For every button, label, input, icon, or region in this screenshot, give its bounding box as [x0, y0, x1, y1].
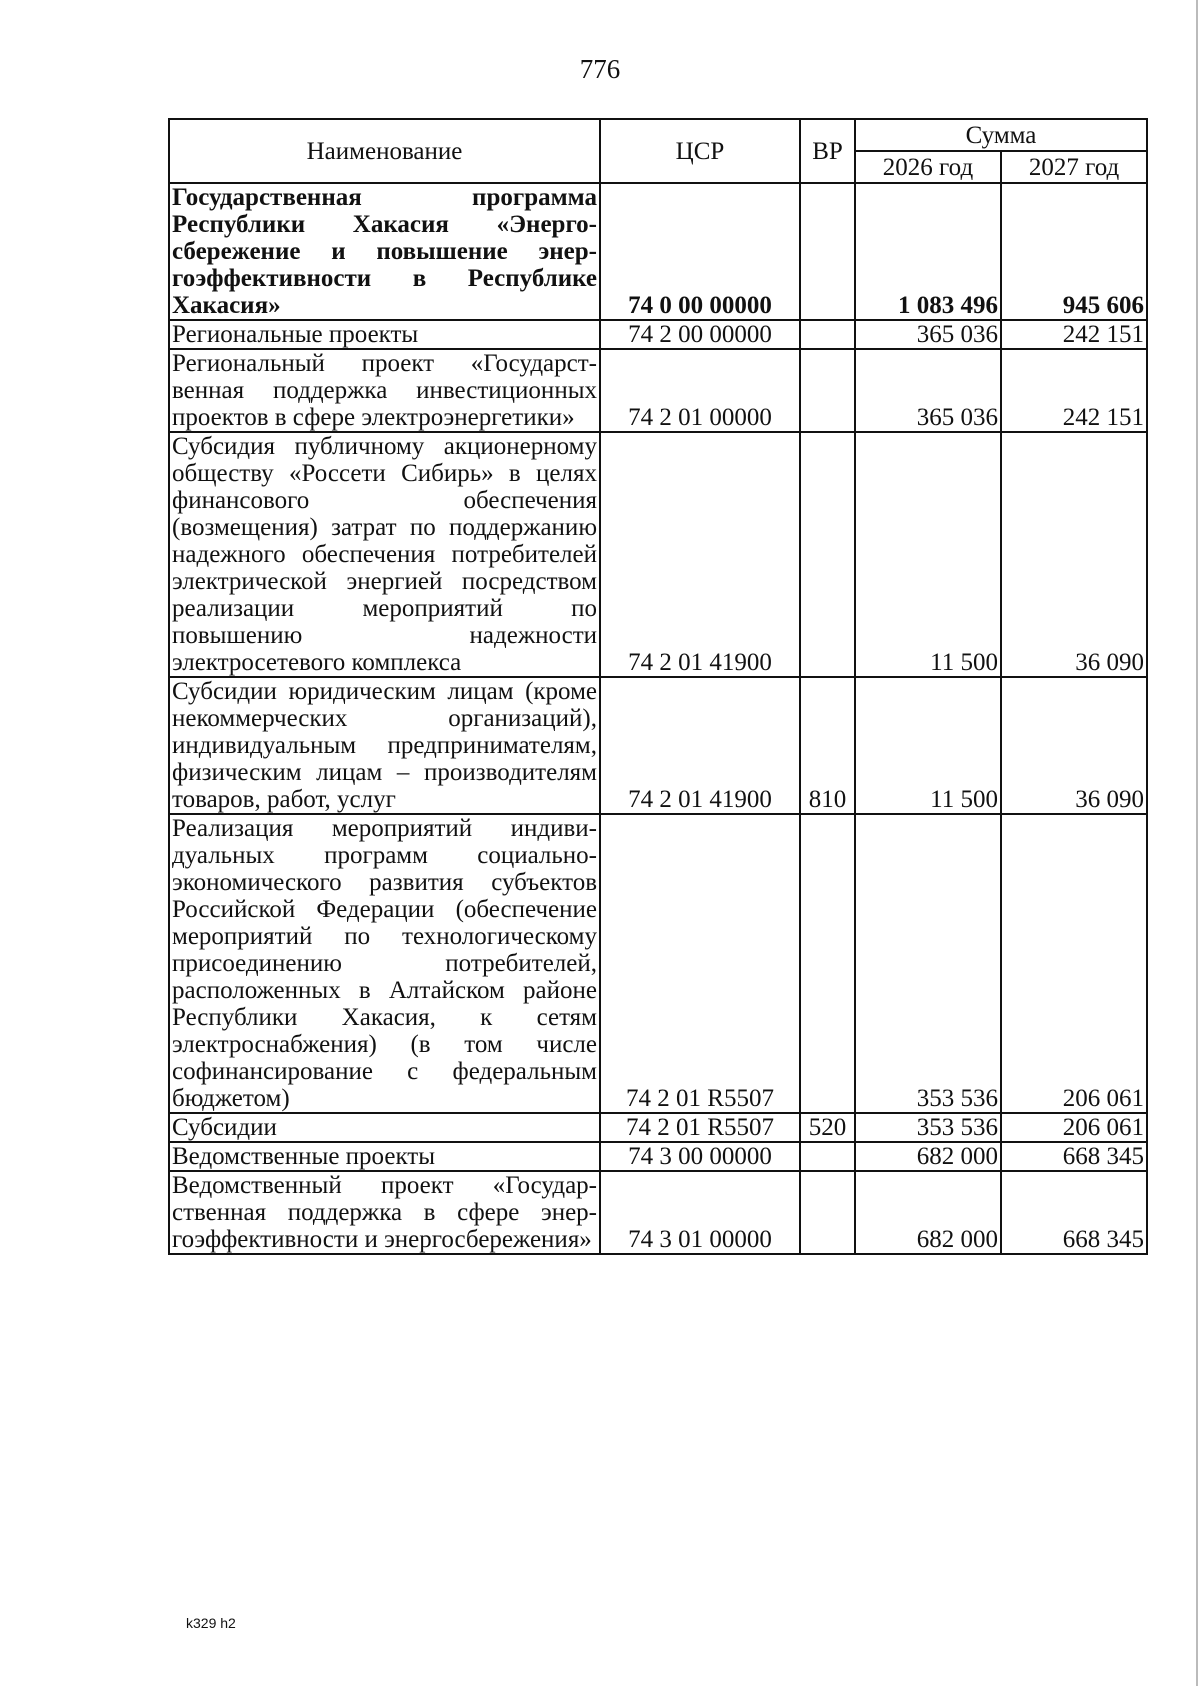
table-row [169, 1113, 1147, 1142]
row-vr [800, 349, 855, 432]
row-sum-2026: 11 500 [855, 677, 1001, 814]
row-sum-2026: 353 536 [855, 1113, 1001, 1142]
row-csr: 74 2 01 R5507 [600, 1113, 800, 1142]
row-sum-2026: 365 036 [855, 320, 1001, 349]
page-number: 776 [579, 54, 621, 84]
row-vr [800, 183, 855, 320]
row-sum-2027: 242 151 [1001, 349, 1147, 432]
row-sum-2027: 206 061 [1001, 1113, 1147, 1142]
table-row [169, 1171, 1147, 1254]
row-sum-2027: 36 090 [1001, 677, 1147, 814]
table-header [169, 119, 1147, 183]
table-row [169, 677, 1147, 814]
row-sum-2026: 682 000 [855, 1171, 1001, 1254]
table-row [169, 183, 1147, 320]
row-csr: 74 2 01 R5507 [600, 814, 800, 1113]
row-name: Региональный проект «Государственная поддержка инвестиционных проектов в сфере электроэнергетики» [169, 349, 600, 432]
row-name: Ведомственный проект «Государственная поддержка в сфере энергоэффективности и энергосбережения» [169, 1171, 600, 1254]
row-csr: 74 0 00 00000 [600, 183, 800, 320]
row-vr [800, 1142, 855, 1171]
row-csr: 74 2 01 41900 [600, 677, 800, 814]
row-sum-2026: 11 500 [855, 432, 1001, 677]
row-sum-2026: 365 036 [855, 349, 1001, 432]
header-csr: ЦСР [600, 119, 800, 183]
scan-edge-line [1196, 0, 1198, 1686]
row-sum-2027: 945 606 [1001, 183, 1147, 320]
row-csr: 74 2 01 00000 [600, 349, 800, 432]
header-name: Наименование [169, 119, 600, 183]
row-csr: 74 2 00 00000 [600, 320, 800, 349]
row-name: Государственная программа Республики Хакасия «Энергосбережение и повышение энергоэффективности в Республике Хакасия» [169, 183, 600, 320]
row-vr [800, 320, 855, 349]
row-sum-2027: 668 345 [1001, 1142, 1147, 1171]
row-sum-2027: 242 151 [1001, 320, 1147, 349]
row-sum-2027: 36 090 [1001, 432, 1147, 677]
row-name: Региональные проекты [169, 320, 600, 349]
table-row [169, 1142, 1147, 1171]
row-vr [800, 814, 855, 1113]
table-body [169, 183, 1147, 1254]
row-csr: 74 3 00 00000 [600, 1142, 800, 1171]
row-vr [800, 432, 855, 677]
row-name: Ведомственные проекты [169, 1142, 600, 1171]
table-row [169, 320, 1147, 349]
table-row [169, 432, 1147, 677]
header-2026: 2026 год [855, 151, 1001, 183]
row-sum-2026: 682 000 [855, 1142, 1001, 1171]
row-sum-2026: 1 083 496 [855, 183, 1001, 320]
footer-code: k329 h2 [186, 1615, 236, 1631]
budget-table [168, 118, 1148, 1255]
header-2027: 2027 год [1001, 151, 1147, 183]
row-sum-2027: 668 345 [1001, 1171, 1147, 1254]
row-vr: 810 [800, 677, 855, 814]
row-csr: 74 3 01 00000 [600, 1171, 800, 1254]
row-sum-2027: 206 061 [1001, 814, 1147, 1113]
row-vr: 520 [800, 1113, 855, 1142]
row-sum-2026: 353 536 [855, 814, 1001, 1113]
row-name: Субсидия публичному акционерному обществу «Россети Сибирь» в целях финансового обеспечения (возмещения) затрат по поддержанию надежного обеспечения потребителей электрической энергией посредством реализации мероприятий по повышению надежности электросетевого комплекса [169, 432, 600, 677]
header-vr: ВР [800, 119, 855, 183]
table-row [169, 814, 1147, 1113]
header-sum: Сумма [855, 119, 1147, 151]
row-name: Субсидии [169, 1113, 600, 1142]
row-name: Субсидии юридическим лицам (кроме некоммерческих организаций), индивидуальным предпринимателям, физическим лицам – производителям товаров, работ, услуг [169, 677, 600, 814]
row-vr [800, 1171, 855, 1254]
row-name: Реализация мероприятий индивидуальных программ социально-экономического развития субъектов Российской Федерации (обеспечение мероприятий по технологическому присоединению потребителей, расположенных в Алтайском районе Республики Хакасия, к сетям электроснабжения) (в том числе софинансирование с федеральным бюджетом) [169, 814, 600, 1113]
table-row [169, 349, 1147, 432]
row-csr: 74 2 01 41900 [600, 432, 800, 677]
